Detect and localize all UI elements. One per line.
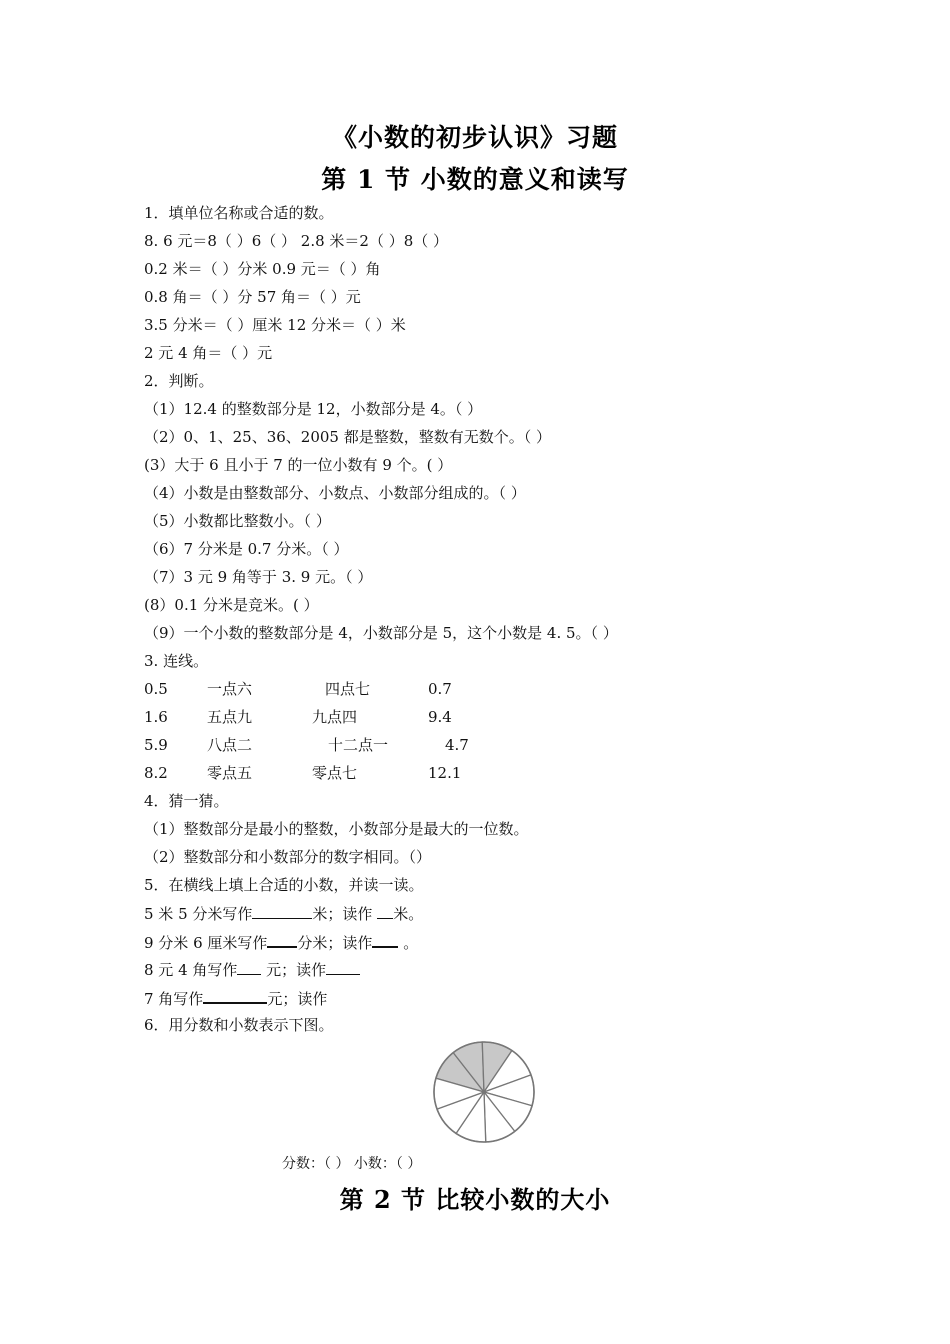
q3-cell: 九点四	[312, 708, 358, 726]
q6-answer-caption: 分数：（ ） 小数：（ ）	[282, 1156, 422, 1172]
q3-cell: 5.9	[144, 736, 168, 754]
q5-heading: 5．在横线上填上合适的小数，并读一读。	[144, 876, 424, 894]
answer-blank[interactable]	[203, 987, 267, 1004]
q2-item: （7）3 元 9 角等于 3. 9 元。（ ）	[144, 568, 373, 586]
q4-item: （2）整数部分和小数部分的数字相同。（）	[144, 848, 432, 866]
q5-text: 米；读作	[312, 905, 378, 923]
q3-cell: 八点二	[207, 736, 253, 754]
q1-line: 0.2 米＝（ ）分米 0.9 元＝（ ）角	[144, 260, 381, 278]
q1-line: 2 元 4 角＝（ ）元	[144, 344, 273, 362]
q3-cell: 五点九	[207, 708, 253, 726]
fraction-pie-chart	[432, 1040, 536, 1144]
q5-text: 元；读作	[261, 961, 327, 979]
q5-text: 分米；读作	[297, 934, 373, 952]
q3-cell: 4.7	[445, 736, 469, 754]
answer-blank[interactable]	[372, 931, 398, 948]
answer-blank[interactable]	[267, 931, 297, 948]
q5-text: 5 米 5 分米写作	[144, 905, 253, 923]
q4-item: （1）整数部分是最小的整数，小数部分是最大的一位数。	[144, 820, 529, 838]
section-2-heading: 第 2 节 比较小数的大小	[339, 1185, 611, 1214]
q2-heading: 2．判断。	[144, 372, 214, 390]
q3-cell: 9.4	[428, 708, 452, 726]
q3-cell: 零点五	[207, 764, 253, 782]
q3-cell: 十二点一	[328, 736, 389, 754]
q4-heading: 4．猜一猜。	[144, 792, 229, 810]
q3-cell: 零点七	[312, 764, 358, 782]
q5-text: 9 分米 6 厘米写作	[144, 934, 268, 952]
q1-heading: 1．填单位名称或合适的数。	[144, 204, 334, 222]
q3-heading: 3. 连线。	[144, 652, 209, 670]
pie-slices	[434, 1042, 534, 1142]
answer-blank[interactable]	[252, 903, 312, 919]
q3-cell: 一点六	[207, 680, 253, 698]
q5-line-4	[144, 987, 327, 1009]
answer-blank[interactable]	[326, 959, 360, 975]
q5-line-2	[144, 931, 418, 953]
q3-cell: 0.7	[428, 680, 452, 698]
q3-cell: 0.5	[144, 680, 168, 698]
answer-blank[interactable]	[377, 903, 393, 919]
answer-blank[interactable]	[237, 959, 261, 975]
q5-text: 7 角写作	[144, 990, 204, 1008]
q2-item: （2）0、1、25、36、2005 都是整数，整数有无数个。（ ）	[144, 428, 552, 446]
q2-item: （9）一个小数的整数部分是 4，小数部分是 5，这个小数是 4. 5。（ ）	[144, 624, 618, 642]
q2-item: （5）小数都比整数小。（ ）	[144, 512, 331, 530]
q2-item: (3）大于 6 且小于 7 的一位小数有 9 个。( ）	[144, 456, 453, 474]
q2-item: (8）0.1 分米是竞米。( ）	[144, 596, 319, 614]
q3-cell: 12.1	[428, 764, 462, 782]
q1-line: 3.5 分米＝（ ）厘米 12 分米＝（ ）米	[144, 316, 406, 334]
q5-text: 米。	[393, 905, 424, 923]
q2-item: （4）小数是由整数部分、小数点、小数部分组成的。（ ）	[144, 484, 526, 502]
q1-line: 0.8 角＝（ ）分 57 角＝（ ）元	[144, 288, 361, 306]
q5-line-3	[144, 959, 360, 980]
q2-item: （1）12.4 的整数部分是 12，小数部分是 4。（ ）	[144, 400, 483, 418]
q3-cell: 8.2	[144, 764, 168, 782]
q5-text: 8 元 4 角写作	[144, 961, 238, 979]
q3-cell: 四点七	[325, 680, 371, 698]
q6-heading: 6．用分数和小数表示下图。	[144, 1016, 334, 1034]
q5-text: 元；读作	[267, 990, 328, 1008]
q1-line: 8. 6 元＝8（ ）6（ ） 2.8 米＝2（ ）8（ ）	[144, 232, 449, 250]
q2-item: （6）7 分米是 0.7 分米。（ ）	[144, 540, 349, 558]
worksheet-title: 《小数的初步认识》习题	[331, 123, 618, 152]
section-1-heading: 第 1 节 小数的意义和读写	[321, 165, 629, 194]
q3-cell: 1.6	[144, 708, 168, 726]
q5-line-1	[144, 903, 423, 924]
q5-text: 。	[398, 934, 419, 952]
